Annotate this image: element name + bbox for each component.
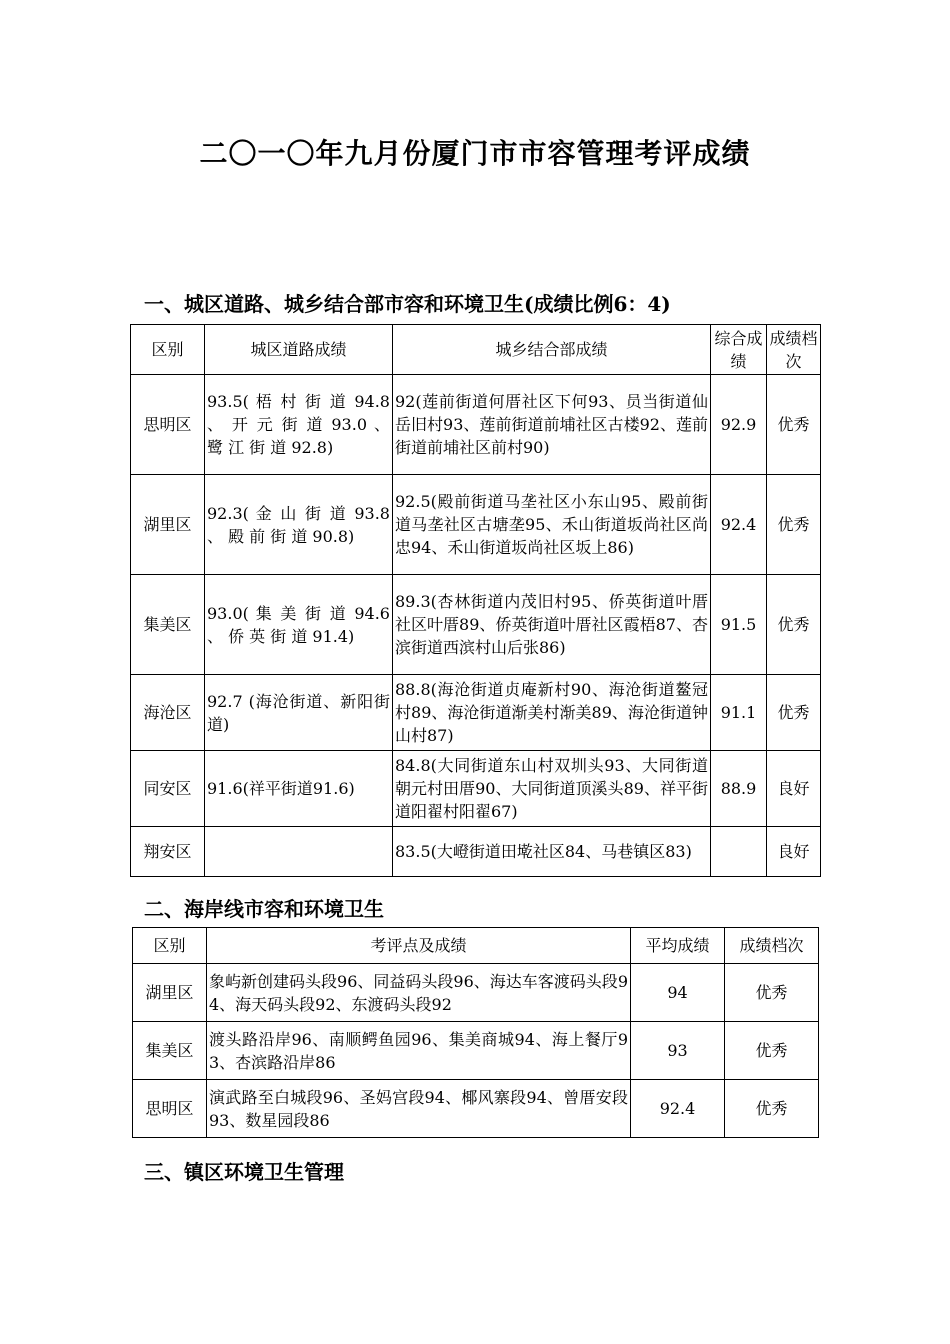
urban-score-cell: 91.6(祥平街道91.6) [205, 751, 393, 827]
average-score-cell: 93 [631, 1022, 725, 1080]
grade-cell: 良好 [767, 751, 821, 827]
district-cell: 集美区 [133, 1022, 207, 1080]
grade-cell: 优秀 [767, 475, 821, 575]
column-header: 综合成绩 [711, 325, 767, 375]
document-title: 二〇一〇年九月份厦门市市容管理考评成绩 [199, 137, 751, 170]
overall-score-cell: 91.5 [711, 575, 767, 675]
district-cell: 思明区 [133, 1080, 207, 1138]
average-score-cell: 92.4 [631, 1080, 725, 1138]
column-header: 成绩档次 [725, 928, 819, 964]
district-cell: 翔安区 [131, 827, 205, 877]
rural-score-cell: 88.8(海沧街道贞庵新村90、海沧街道鳌冠村89、海沧街道渐美村渐美89、海沧街道钟山村87) [393, 675, 711, 751]
district-cell: 同安区 [131, 751, 205, 827]
points-cell: 象屿新创建码头段96、同益码头段96、海达车客渡码头段94、海天码头段92、东渡码头段92 [207, 964, 631, 1022]
rural-score-cell: 92.5(殿前街道马垄社区小东山95、殿前街道马垄社区古塘垄95、禾山街道坂尚社区尚忠94、禾山街道坂尚社区坂上86) [393, 475, 711, 575]
urban-score-cell: 93.5( 梧 村 街 道 94.8 、 开 元 街 道 93.0 、 鹭 江 街 道 92.8) [205, 375, 393, 475]
table-row [131, 375, 821, 475]
table-header-row [131, 325, 821, 375]
urban-rural-score-table [130, 324, 821, 877]
points-cell: 渡头路沿岸96、南顺鳄鱼园96、集美商城94、海上餐厅93、杏滨路沿岸86 [207, 1022, 631, 1080]
overall-score-cell: 88.9 [711, 751, 767, 827]
overall-score-cell [711, 827, 767, 877]
table-row [131, 575, 821, 675]
urban-score-cell: 93.0( 集 美 街 道 94.6 、 侨 英 街 道 91.4) [205, 575, 393, 675]
overall-score-cell: 92.9 [711, 375, 767, 475]
column-header: 平均成绩 [631, 928, 725, 964]
rural-score-cell: 89.3(杏林街道内茂旧村95、侨英街道叶厝社区叶厝89、侨英街道叶厝社区霞梧87、杏滨街道西滨村山后张86) [393, 575, 711, 675]
grade-cell: 优秀 [767, 575, 821, 675]
section1-heading: 一、城区道路、城乡结合部市容和环境卫生(成绩比例6：4) [144, 292, 671, 316]
grade-cell: 优秀 [725, 1022, 819, 1080]
table-row [133, 1080, 819, 1138]
section3-heading: 三、镇区环境卫生管理 [144, 1160, 344, 1184]
district-cell: 集美区 [131, 575, 205, 675]
table-row [131, 751, 821, 827]
table-row [133, 1022, 819, 1080]
rural-score-cell: 83.5(大嶝街道田墘社区84、马巷镇区83) [393, 827, 711, 877]
table-row [133, 964, 819, 1022]
column-header: 考评点及成绩 [207, 928, 631, 964]
column-header: 成绩档次 [767, 325, 821, 375]
grade-cell: 优秀 [725, 1080, 819, 1138]
column-header: 区别 [131, 325, 205, 375]
district-cell: 湖里区 [131, 475, 205, 575]
urban-score-cell: 92.7 (海沧街道、新阳街道) [205, 675, 393, 751]
overall-score-cell: 91.1 [711, 675, 767, 751]
column-header: 区别 [133, 928, 207, 964]
rural-score-cell: 92(莲前街道何厝社区下何93、员当街道仙岳旧村93、莲前街道前埔社区古楼92、莲前街道前埔社区前村90) [393, 375, 711, 475]
section2-heading: 二、海岸线市容和环境卫生 [144, 897, 384, 921]
average-score-cell: 94 [631, 964, 725, 1022]
district-cell: 海沧区 [131, 675, 205, 751]
coastline-score-table [132, 927, 819, 1138]
district-cell: 思明区 [131, 375, 205, 475]
urban-score-cell [205, 827, 393, 877]
grade-cell: 优秀 [725, 964, 819, 1022]
overall-score-cell: 92.4 [711, 475, 767, 575]
grade-cell: 良好 [767, 827, 821, 877]
points-cell: 演武路至白城段96、圣妈宫段94、椰风寨段94、曾厝安段93、数星园段86 [207, 1080, 631, 1138]
column-header: 城乡结合部成绩 [393, 325, 711, 375]
grade-cell: 优秀 [767, 375, 821, 475]
rural-score-cell: 84.8(大同街道东山村双圳头93、大同街道朝元村田厝90、大同街道顶溪头89、祥平街道阳翟村阳翟67) [393, 751, 711, 827]
table-row [131, 675, 821, 751]
grade-cell: 优秀 [767, 675, 821, 751]
urban-score-cell: 92.3( 金 山 街 道 93.8 、 殿 前 街 道 90.8) [205, 475, 393, 575]
table-row [131, 475, 821, 575]
column-header: 城区道路成绩 [205, 325, 393, 375]
table-row [131, 827, 821, 877]
table-header-row [133, 928, 819, 964]
district-cell: 湖里区 [133, 964, 207, 1022]
